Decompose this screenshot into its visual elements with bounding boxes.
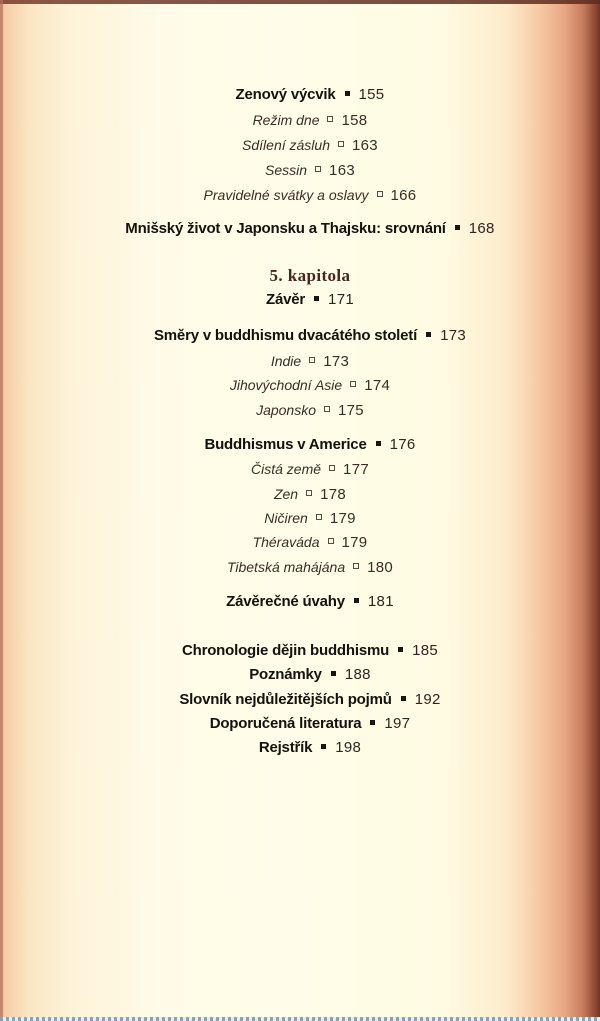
toc-subentry-title: Sdílení zásluh	[242, 137, 330, 153]
hollow-square-icon	[316, 514, 322, 520]
hollow-square-icon	[315, 166, 321, 172]
toc-subentry-southeast-asia[interactable]	[0, 375, 600, 396]
toc-entry-zen-training[interactable]	[0, 85, 600, 105]
hollow-square-icon	[328, 538, 334, 544]
toc-entry-chronology[interactable]	[0, 641, 600, 661]
toc-entry-title: Slovník nejdůležitějších pojmů	[179, 691, 392, 708]
chapter-heading: 5. kapitola	[269, 266, 351, 285]
toc-subentry-title: Režim dne	[252, 112, 320, 128]
toc-subentry-title: Japonsko	[256, 402, 316, 418]
toc-entry-title: Mnišský život v Japonsku a Thajsku: srovnání	[125, 220, 446, 237]
filled-square-icon	[345, 91, 350, 96]
filled-square-icon	[426, 332, 431, 337]
toc-page-number: 177	[343, 461, 369, 478]
filled-square-icon	[398, 647, 403, 652]
toc-subentry-daily-regime[interactable]	[0, 110, 600, 131]
toc-entry-final-thoughts[interactable]	[0, 592, 600, 612]
hollow-square-icon	[324, 406, 330, 412]
toc-page-number: 185	[412, 642, 439, 659]
toc-entry-title: Rejstřík	[258, 739, 313, 756]
toc-entry-title: Směry v buddhismu dvacátého století	[153, 327, 418, 344]
toc-page-number: 180	[367, 559, 394, 576]
filled-square-icon	[401, 696, 406, 701]
toc-page-number: 158	[341, 112, 368, 129]
toc-page-number: 168	[468, 220, 495, 237]
toc-page-number: 198	[335, 739, 362, 756]
toc-subentry-title: Tibetská mahájána	[226, 559, 346, 575]
hollow-square-icon	[327, 116, 333, 122]
filled-square-icon	[376, 441, 381, 446]
filled-square-icon	[331, 671, 336, 676]
hollow-square-icon	[306, 490, 312, 496]
toc-page-number: 173	[323, 353, 350, 370]
page-bottom-edge	[0, 1017, 600, 1021]
toc-page-number: 197	[384, 715, 411, 732]
toc-subentry-japan[interactable]	[0, 400, 600, 421]
toc-page-number: 174	[364, 377, 391, 394]
toc-page-number: 171	[328, 291, 354, 308]
hollow-square-icon	[329, 465, 335, 471]
page-top-edge	[0, 0, 600, 4]
toc-subentry-sharing-merit[interactable]	[0, 135, 600, 156]
toc-entry-title: Chronologie dějin buddhismu	[181, 642, 390, 659]
filled-square-icon	[370, 720, 375, 725]
toc-entry-monastic-life[interactable]	[0, 219, 600, 239]
toc-entry-title: Zenový výcvik	[235, 86, 336, 103]
toc-entry-notes[interactable]	[0, 665, 600, 685]
toc-entry-title: Buddhismus v Americe	[204, 436, 367, 453]
toc-entry-title: Doporučená literatura	[209, 715, 362, 732]
toc-page-number: 163	[329, 162, 355, 179]
toc-page-number: 181	[367, 593, 394, 610]
toc-subentry-tibetan-mahayana[interactable]	[0, 557, 600, 578]
toc-page-number: 192	[414, 691, 441, 708]
toc-page-number: 166	[390, 187, 417, 204]
hollow-square-icon	[353, 563, 359, 569]
toc-subentry-title: Čistá země	[251, 461, 322, 477]
toc-page-number: 175	[338, 402, 364, 419]
toc-subentry-pure-land[interactable]	[0, 459, 600, 480]
toc-subentry-india[interactable]	[0, 351, 600, 372]
toc-entry-title: Poznámky	[249, 666, 322, 683]
toc-page-number: 178	[320, 486, 347, 503]
toc-subentry-title: Théraváda	[252, 534, 320, 550]
toc-subentry-zen[interactable]	[0, 484, 600, 505]
filled-square-icon	[314, 296, 319, 301]
toc-subentry-title: Zen	[273, 486, 299, 502]
toc-page-number: 176	[389, 436, 416, 453]
filled-square-icon	[321, 744, 326, 749]
toc-subentry-title: Pravidelné svátky a oslavy	[203, 187, 369, 203]
toc-entry-glossary[interactable]	[0, 690, 600, 710]
toc-page-number: 163	[352, 137, 378, 154]
toc-entry-index[interactable]	[0, 738, 600, 758]
toc-subentry-title: Ničiren	[264, 510, 308, 526]
toc-subentry-title: Sessin	[265, 162, 308, 178]
toc-subentry-theravada[interactable]	[0, 532, 600, 553]
toc-page-number: 155	[358, 86, 385, 103]
toc-entry-title: Závěrečné úvahy	[226, 593, 345, 610]
toc-entry-title: Závěr	[266, 291, 306, 308]
toc-page-number: 173	[440, 327, 466, 344]
hollow-square-icon	[350, 381, 356, 387]
hollow-square-icon	[338, 141, 344, 147]
filled-square-icon	[354, 598, 359, 603]
toc-page-number: 179	[329, 510, 356, 527]
filled-square-icon	[455, 225, 460, 230]
hollow-square-icon	[377, 191, 383, 197]
toc-page-number: 188	[344, 666, 371, 683]
toc-page-number: 179	[341, 534, 368, 551]
toc-entry-conclusion[interactable]	[0, 290, 600, 310]
toc-entry-recommended-reading[interactable]	[0, 714, 600, 734]
toc-subentry-sessin[interactable]	[0, 160, 600, 181]
toc-subentry-title: Indie	[270, 353, 302, 369]
toc-subentry-holidays[interactable]	[0, 185, 600, 206]
hollow-square-icon	[309, 357, 315, 363]
toc-subentry-nichiren[interactable]	[0, 508, 600, 529]
toc-entry-buddhism-america[interactable]	[0, 435, 600, 455]
toc-subentry-title: Jihovýchodní Asie	[229, 377, 343, 393]
toc-entry-directions[interactable]	[0, 326, 600, 346]
